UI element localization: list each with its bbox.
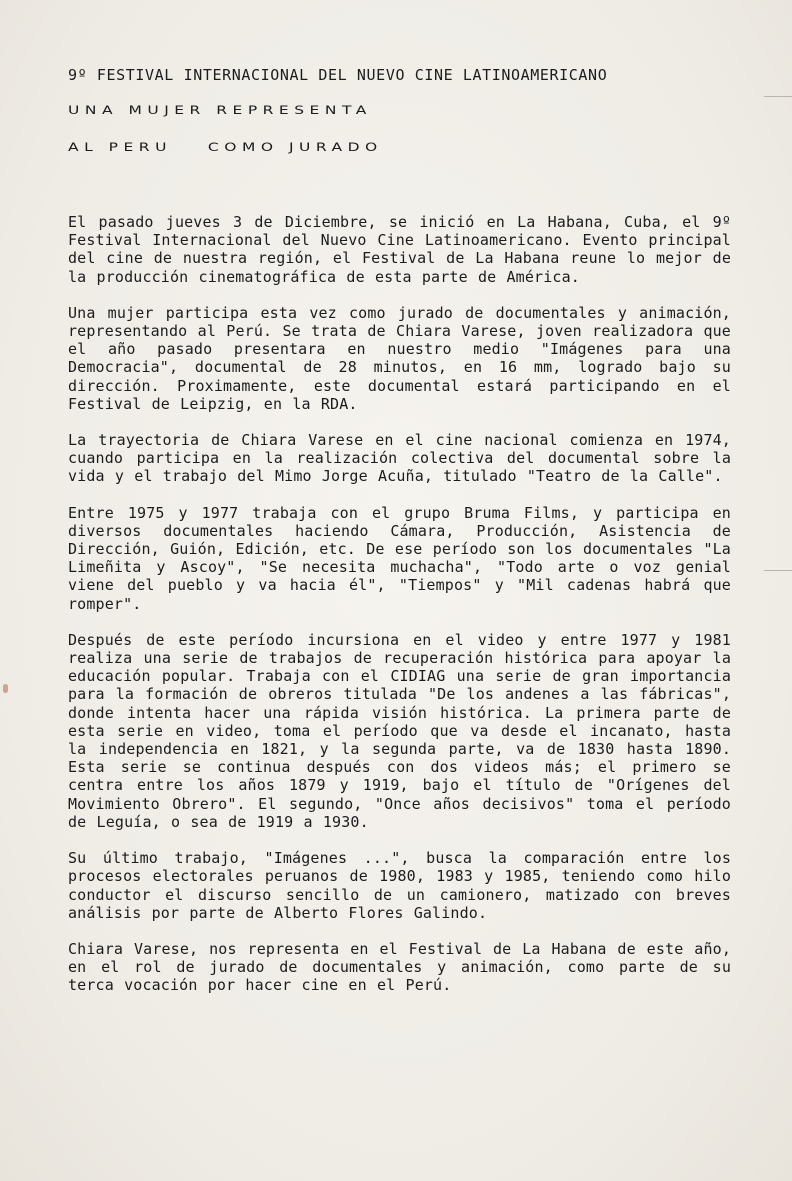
headline-line-2-part-2: COMO JURADO [207, 141, 383, 154]
article-paragraph: Su último trabajo, "Imágenes ...", busca la comparación entre los procesos electorales peruanos de 1980, 1983 y 1985, teniendo como hilo conductor el discurso sencillo de un camionero, matizado con breves análisis por parte de Alberto Flores Galindo. [68, 849, 731, 922]
page-edge-mark [764, 570, 792, 571]
festival-kicker: 9º FESTIVAL INTERNACIONAL DEL NUEVO CINE LATINOAMERICANO [68, 66, 608, 84]
article-paragraph: Chiara Varese, nos representa en el Festival de La Habana de este año, en el rol de jurado de documentales y animación, como parte de su terca vocación por hacer cine en el Perú. [68, 939, 731, 995]
article-paragraph: Entre 1975 y 1977 trabaja con el grupo Bruma Films, y participa en diversos documentales haciendo Cámara, Producción, Asistencia de Dirección, Guión, Edición, etc. De ese período son los documentales "La Limeñita y Ascoy", "Se necesita muchacha", "Todo arte o voz genial viene del pueblo y va hacia él", "Tiempos" y "Mil cadenas habrá que romper". [68, 503, 731, 613]
article-paragraph: Una mujer participa esta vez como jurado de documentales y animación, representando al Perú. Se trata de Chiara Varese, joven realizadora que el año pasado presentara en nuestro medio "Imágenes para una Democracia", documental de 28 minutos, en 16 mm, logrado bajo su dirección. Proximamente, este documental estará participando en el Festival de Leipzig, en la RDA. [68, 303, 731, 413]
article-paragraph: El pasado jueves 3 de Diciembre, se inició en La Habana, Cuba, el 9º Festival Internacional del Nuevo Cine Latinoamericano. Evento principal del cine de nuestra región, el Festival de La Habana reune lo mejor de la producción cinematográfica de esta parte de América. [68, 213, 731, 286]
headline-line-2-part-1: AL PERU [68, 141, 172, 154]
page-edge-mark [764, 96, 792, 97]
headline-line-2 [68, 141, 728, 154]
headline-line-1: UNA MUJER REPRESENTA [68, 104, 372, 117]
article-body [68, 213, 731, 1013]
article-paragraph: La trayectoria de Chiara Varese en el cine nacional comienza en 1974, cuando participa en la realización colectiva del documental sobre la vida y el trabajo del Mimo Jorge Acuña, titulado "Teatro de la Calle". [68, 431, 731, 486]
article-paragraph: Después de este período incursiona en el video y entre 1977 y 1981 realiza una serie de trabajos de recuperación histórica para apoyar la educación popular. Trabaja con el CIDIAG una serie de gran importancia para la formación de obreros titulada "De los andenes a las fábricas", donde intenta hacer una rápida visión histórica. La primera parte de esta serie en video, toma el período que va desde el incanato, hasta la independencia en 1821, y la segunda parte, va de 1830 hasta 1890. Esta serie se continua después con dos videos más; el primero se centra entre los años 1879 y 1919, bajo el título de "Orígenes del Movimiento Obrero". El segundo, "Once años decisivos" toma el período de Leguía, o sea de 1919 a 1930. [68, 630, 731, 831]
page-stain-mark [3, 684, 8, 693]
